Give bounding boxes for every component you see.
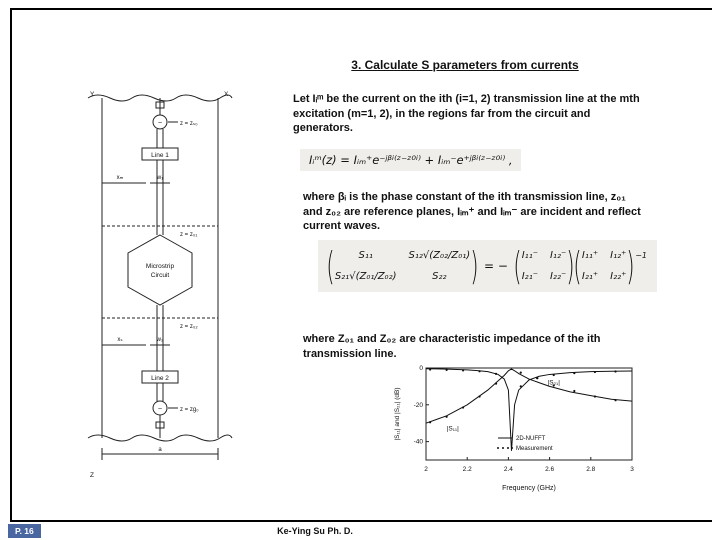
matrix-entry: S₁₂√(Z₀₂/Z₀₁) (408, 250, 471, 261)
y-tick-label: 0 (419, 365, 423, 372)
chart-series-1 (426, 369, 632, 423)
xm-label: xₘ (116, 175, 124, 181)
circuit-label-2: Circuit (150, 272, 170, 279)
paragraph-current-definition: Let Iᵢᵐ be the current on the ith (i=1, 2) transmission line at the mth excitation (m=1, 2), in the regions far from the circuit and generators. (293, 93, 640, 135)
s-matrix-equation (318, 240, 657, 292)
matrix-entry: I₁₂⁻ (549, 250, 567, 261)
matrix-entry: I₁₁⁻ (521, 250, 538, 261)
measurement-point (536, 377, 538, 379)
slide-title: 3. Calculate S parameters from currents (351, 58, 579, 72)
axis-y-label: Y (90, 91, 95, 98)
page-number-badge: P. 16 (8, 524, 41, 538)
width-dim-label: a (158, 447, 162, 453)
paragraph-impedance: where Z₀₁ and Z₀₂ are characteristic impedance of the ith transmission line. (303, 333, 601, 360)
curve-annotation: |S₂₁| (547, 379, 560, 387)
measurement-point (446, 369, 448, 371)
measurement-point (594, 395, 596, 397)
matrix-entry: I₁₁⁺ (581, 250, 599, 261)
equals-sign: = − (483, 259, 508, 273)
legend-dot-sample (502, 447, 504, 449)
matrix-entry: I₂₂⁻ (549, 271, 567, 282)
matrix-entry: S₂₁√(Z₀₁/Z₀₂) (334, 271, 397, 282)
w1-label: w₁ (156, 175, 164, 181)
measurement-point (495, 383, 497, 385)
legend-label: Measurement (516, 446, 553, 452)
measurement-point (429, 368, 431, 370)
matrix-entry: I₂₂⁺ (610, 271, 627, 282)
x-tick-label: 2.2 (462, 466, 472, 473)
incident-current-matrix (582, 250, 627, 282)
xs-label: xₛ (117, 337, 123, 343)
measurement-point (429, 421, 431, 423)
x-tick-label: 3 (630, 466, 634, 473)
footer-author: Ke-Ying Su Ph. D. (277, 526, 353, 536)
ref-plane2-label: z = z₀₂ (180, 324, 198, 330)
right-paren: ) (566, 244, 575, 288)
measurement-point (520, 372, 522, 374)
right-paren: ) (470, 244, 479, 288)
y-tick-label: -20 (413, 401, 423, 409)
ref-plane-load-label: z = zg₀ (180, 407, 199, 413)
measurement-point (573, 390, 575, 392)
legend-dot-sample (507, 447, 509, 449)
measurement-point (478, 395, 480, 397)
w2-label: w₂ (156, 337, 164, 343)
inverse-exponent: −1 (635, 251, 648, 260)
ac-symbol: ~ (157, 120, 163, 127)
ref-plane1-label: z = z₀₁ (180, 232, 198, 238)
left-paren: ( (326, 244, 335, 288)
x-axis-label: Frequency (GHz) (502, 485, 556, 492)
line2-label: Line 2 (151, 375, 169, 382)
x-tick-label: 2.8 (586, 466, 596, 473)
x-tick-label: 2.4 (503, 466, 513, 473)
microstrip-circuit-shape (128, 235, 192, 305)
measurement-point (594, 371, 596, 373)
y-tick-label: -40 (413, 438, 423, 446)
ac-symbol: ~ (157, 406, 163, 413)
measurement-point (553, 374, 555, 376)
axis-x-label: X (224, 91, 229, 98)
measurement-point (614, 370, 616, 372)
measurement-point (462, 406, 464, 408)
left-paren: ( (513, 244, 522, 288)
line1-label: Line 1 (151, 152, 169, 159)
measurement-point (495, 373, 497, 375)
matrix-entry: I₂₁⁻ (521, 271, 538, 282)
s-parameter-chart (390, 362, 642, 494)
circuit-label-1: Microstrip (145, 263, 175, 270)
y-axis-label: |S₁₁| and |S₂₁| (dB) (394, 387, 401, 441)
x-tick-label: 2.6 (545, 466, 555, 473)
axis-z-label: Z (90, 472, 94, 479)
legend-label: 2D-NUFFT (516, 436, 546, 442)
s-matrix (335, 250, 470, 282)
measurement-point (462, 369, 464, 371)
microstrip-circuit-diagram (86, 88, 236, 480)
measurement-point (478, 370, 480, 372)
legend-dot-sample (497, 447, 499, 449)
reflected-current-matrix (522, 250, 567, 282)
measurement-point (614, 399, 616, 401)
measurement-point (446, 416, 448, 418)
ref-plane-source-label: z = zₛ₀ (180, 121, 198, 127)
matrix-entry: I₂₁⁺ (581, 271, 599, 282)
right-paren: ) (626, 244, 635, 288)
equation-current-wave: Iᵢᵐ(z) = Iᵢₘ⁺e⁻ʲᵝⁱ⁽ᶻ⁻ᶻ⁰ⁱ⁾ + Iᵢₘ⁻e⁺ʲᵝⁱ⁽ᶻ⁻ᶻ⁰ⁱ⁾ , (300, 149, 521, 171)
matrix-entry: I₁₂⁺ (610, 250, 627, 261)
legend-dot-sample (511, 447, 513, 449)
curve-annotation: |S₁₁| (446, 425, 459, 433)
matrix-entry: S₁₁ (358, 250, 373, 261)
matrix-entry: S₂₂ (432, 271, 447, 282)
paragraph-phase-constant: where βᵢ is the phase constant of the ith transmission line, z₀₁ and z₀₂ are reference planes, Iᵢₘ⁺ and Iᵢₘ⁻ are incident and reflect current waves. (303, 191, 641, 233)
x-tick-label: 2 (424, 466, 428, 473)
left-paren: ( (573, 244, 582, 288)
measurement-point (520, 385, 522, 387)
measurement-point (573, 372, 575, 374)
